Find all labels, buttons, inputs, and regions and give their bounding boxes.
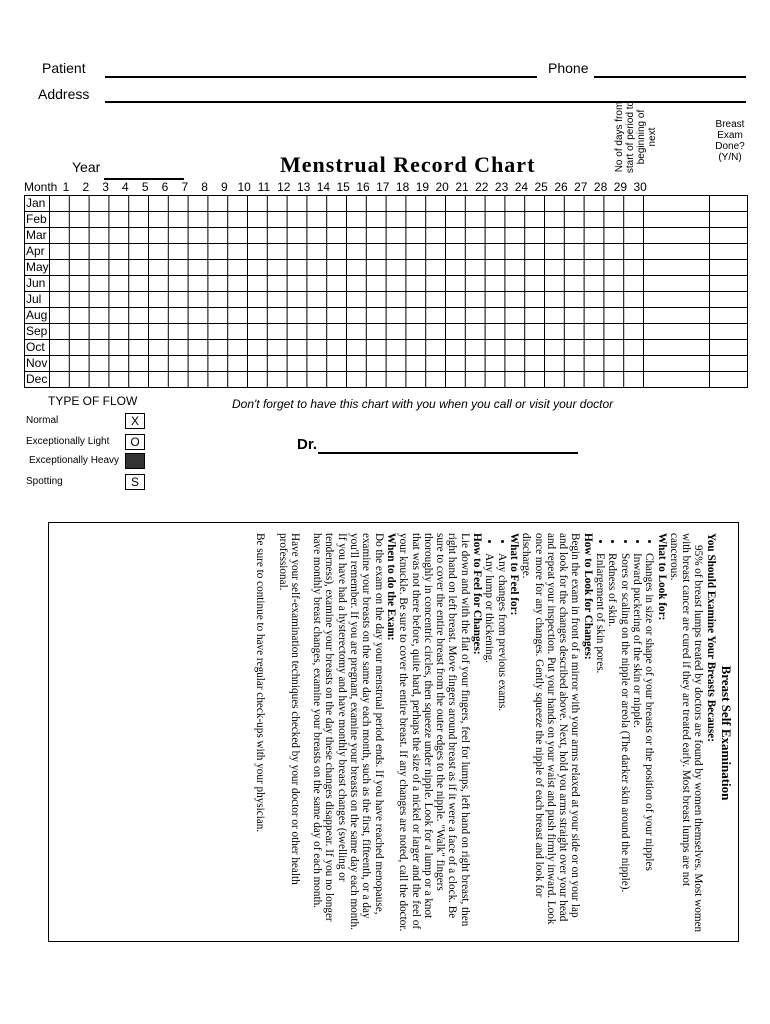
- day-number: 27: [574, 180, 588, 194]
- day-number: 13: [296, 180, 311, 194]
- flow-title: TYPE OF FLOW: [48, 394, 138, 408]
- month-label: Mar: [26, 228, 47, 242]
- bse-look-item: • Inward puckering of the skin or nipple.: [631, 553, 643, 933]
- day-number: 1: [62, 180, 70, 194]
- flow-label: Exceptionally Light: [26, 436, 110, 447]
- flow-label: Exceptionally Heavy: [29, 455, 120, 466]
- day-number: 2: [82, 180, 90, 194]
- bse-feel-item: • Any changes from previous exams.: [495, 553, 507, 933]
- bse-why-text: 95% of breast lumps treated by doctors are found by women themselves. Most women with breast cancer are cured if they are treated early. Most breast lumps are not cancerous.: [667, 533, 705, 933]
- month-labels: [24, 195, 747, 387]
- month-label: Nov: [26, 356, 48, 370]
- phone-label: Phone: [548, 60, 589, 76]
- day-number: 20: [435, 180, 449, 194]
- breast-self-exam-panel: [48, 522, 739, 942]
- day-number: 4: [122, 180, 129, 194]
- day-number: 23: [494, 180, 509, 194]
- day-number: 28: [593, 180, 608, 194]
- month-label: May: [26, 260, 49, 274]
- bse-look-item: • Sores or scaling on the nipple or areola (The darker skin around the nipple).: [618, 553, 630, 933]
- month-label: Apr: [26, 244, 45, 258]
- bse-how-feel-heading: How to Feel for Changes:: [471, 533, 484, 655]
- flow-symbol-box: [125, 453, 145, 469]
- bse-why-heading: You Should Examine Your Breasts Because:: [704, 533, 717, 742]
- breast-exam-header: Breast Exam Done? (Y/N): [715, 119, 745, 163]
- month-label: Aug: [26, 308, 48, 322]
- phone-field[interactable]: [594, 76, 746, 78]
- bse-when-heading: When to do the Exam:: [384, 533, 397, 641]
- flow-symbol-box: X: [125, 413, 145, 429]
- day-number: 5: [141, 180, 149, 194]
- day-number: 24: [514, 180, 529, 194]
- bse-feel-item: • Any lump or thickening.: [483, 553, 495, 933]
- month-label: Jun: [26, 276, 46, 290]
- day-number: 30: [633, 180, 647, 194]
- day-number: 11: [257, 180, 271, 194]
- day-number: 14: [316, 180, 331, 194]
- day-number-row: [0, 180, 770, 194]
- day-number: 15: [336, 180, 350, 194]
- day-number: 22: [475, 180, 489, 194]
- bse-look-item: • Changes in size or shape of your breasts or the position of your nipples: [643, 553, 655, 933]
- day-number: 8: [201, 180, 208, 194]
- month-label: Jan: [26, 196, 46, 210]
- bse-how-feel-text: Lie down and with the flat of your fingers, feel for lumps, left hand on right breast, then right hand on left breast. Move fingers around breast as if it were a face of a clock. Be sure to cover the entire breast from the outer edges to the nipple. "Walk" fingers thoroughly in concentric circles, then squeeze under nipple. Look for a lump or a knot that was not there before, quite hard, perhaps the size of a nickel or larger and the feel of your knuckle. Be sure to cover the entire breast. If any changes are noted, call the doctor.: [397, 533, 471, 932]
- doctor-field[interactable]: [318, 452, 578, 454]
- patient-label: Patient: [42, 60, 86, 76]
- month-label: Sep: [26, 324, 48, 338]
- month-label: Jul: [26, 292, 42, 306]
- bse-look-item: • Enlargement of skin pores.: [594, 553, 606, 933]
- day-number: 19: [415, 180, 430, 194]
- year-label: Year: [72, 159, 101, 175]
- address-label: Address: [38, 86, 90, 102]
- flow-label: Normal: [26, 415, 59, 426]
- page-title: Menstrual Record Chart: [280, 152, 536, 177]
- day-number: 25: [534, 180, 548, 194]
- patient-field[interactable]: [105, 76, 537, 78]
- day-number: 10: [237, 180, 251, 194]
- bse-look-heading: What to Look for:: [655, 533, 668, 621]
- day-number: 26: [554, 180, 568, 194]
- day-number: 16: [356, 180, 370, 194]
- day-number: 7: [181, 180, 189, 194]
- day-number: 29: [613, 180, 628, 194]
- day-number: 12: [277, 180, 291, 194]
- day-number: 3: [102, 180, 109, 194]
- days-count-header: No of days from start of period to beginning of next: [614, 100, 658, 174]
- reminder-text: Don't forget to have this chart with you when you call or visit your doctor: [232, 397, 614, 411]
- day-number: 21: [455, 180, 469, 194]
- bse-when-text: Do the exam on the day your menstrual period ends. If you have reached menopause, examine your breasts on the same day each month, such as the first, fifteenth, or a day you'll remember. If you are pregnant, examine your breasts on the same day each month. If you have had a hysterectomy and have monthly breast changes (swelling or tenderness), examine your breasts on the day these changes disappear. If you no longer have monthly breast changes, examine your breasts on the same day of each month.: [311, 533, 385, 930]
- month-label: Dec: [26, 372, 48, 386]
- bse-technique-text: Have your self-examination techniques checked by your doctor or other health professional.: [276, 533, 301, 885]
- month-header: Month: [24, 180, 58, 194]
- day-number: 9: [221, 180, 228, 194]
- flow-label: Spotting: [26, 476, 63, 487]
- bse-how-look-text: Begin the exam in front of a mirror with your arms relaxed at your side or on your lap and look for the changes described above. Next, hold you arms straight over your head and repeat your inspection. Put your hands on your waist and push firmly inward. Look once more for any changes. Gently squeeze the nipple of each breast and look for discharge.: [520, 533, 582, 925]
- bse-feel-heading: What to Feel for:: [507, 533, 520, 616]
- month-label: Oct: [26, 340, 45, 354]
- bse-title: Breast Self Examination: [719, 665, 734, 801]
- bse-checkups-text: Be sure to continue to have regular check-ups with your physician.: [254, 533, 267, 833]
- day-number: 17: [376, 180, 390, 194]
- doctor-label: Dr.: [297, 436, 318, 453]
- day-number: 6: [161, 180, 169, 194]
- bse-how-look-heading: How to Look for Changes:: [581, 533, 594, 660]
- flow-symbol-box: O: [125, 434, 145, 450]
- flow-symbol-box: S: [125, 474, 145, 490]
- bse-look-item: • Redness of skin.: [606, 553, 618, 933]
- day-number: 18: [395, 180, 410, 194]
- month-label: Feb: [26, 212, 47, 226]
